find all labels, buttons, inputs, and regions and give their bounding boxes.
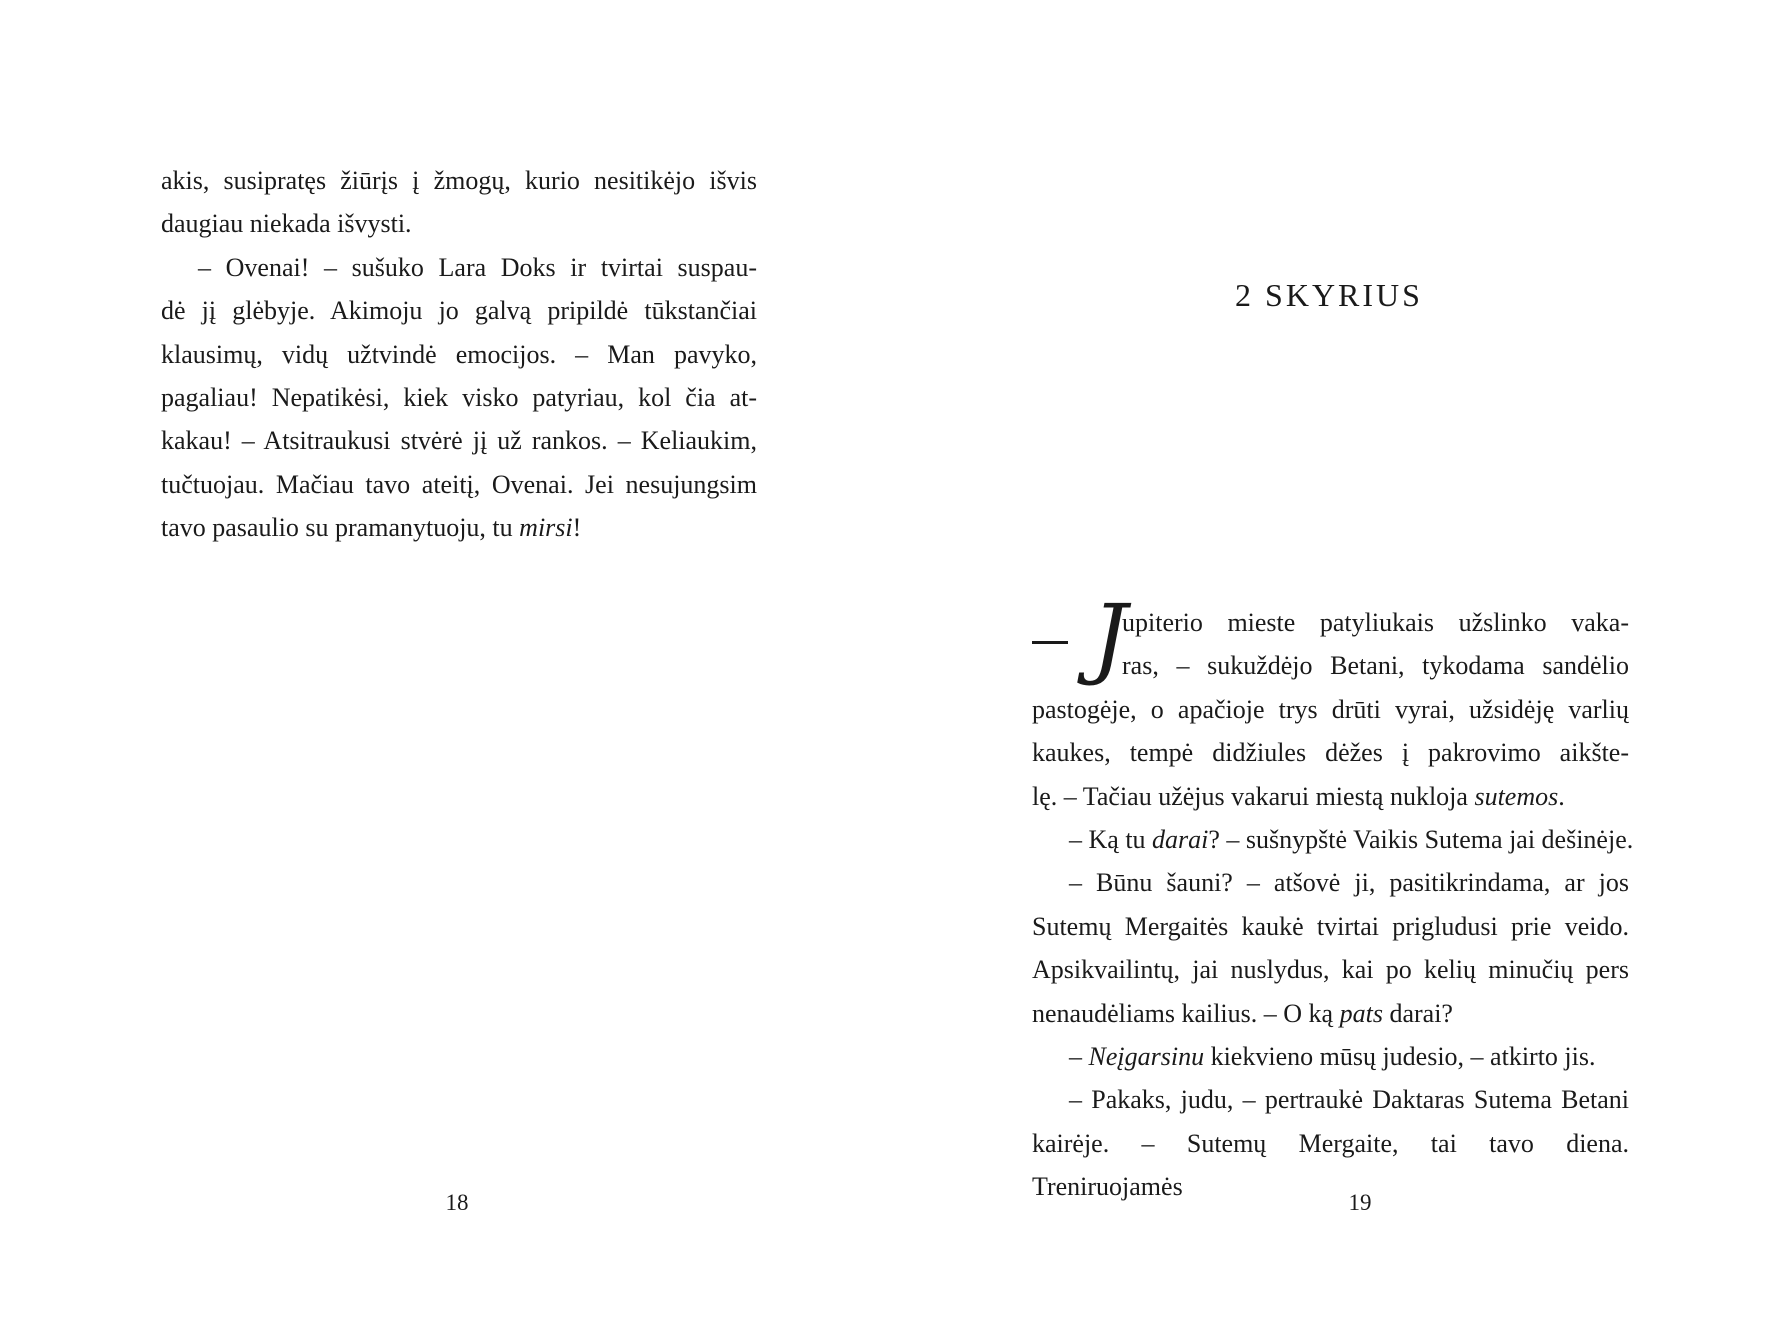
text-line: klausimų, vidų užtvindė emocijos. – Man pavyko, bbox=[161, 339, 757, 369]
text-line: dė jį glėbyje. Akimoju jo galvą pripildė tūkstančiai bbox=[161, 296, 757, 326]
left-page-text bbox=[161, 159, 757, 550]
text-line: akis, susipratęs žiūrįs į žmogų, kurio nesitikėjo išvis bbox=[161, 166, 757, 195]
text-fragment: ! bbox=[572, 513, 582, 543]
text-fragment: kiekvieno mūsų judesio, – atkirto jis. bbox=[1204, 1041, 1596, 1071]
text-line: Sutemų Mergaitės kaukė tvirtai prigludusi prie veido. bbox=[1032, 911, 1629, 941]
page-number-left: 18 bbox=[445, 1190, 469, 1215]
text-fragment: nenaudėliams kailius. – O ką bbox=[1032, 998, 1340, 1028]
text-line: Apsikvailintų, jai nuslydus, kai po kelių minučių pers bbox=[1032, 955, 1629, 985]
text-line: – Ovenai! – sušuko Lara Doks ir tvirtai suspau- bbox=[198, 252, 757, 282]
text-fragment: darai? bbox=[1382, 998, 1453, 1028]
italic-word: darai bbox=[1152, 824, 1209, 854]
italic-word: Neįgarsinu bbox=[1088, 1041, 1205, 1071]
text-fragment: – bbox=[1069, 1041, 1089, 1071]
text-fragment: . bbox=[1558, 781, 1565, 811]
text-fragment: lę. – Tačiau užėjus vakarui miestą nukloja bbox=[1032, 781, 1475, 811]
drop-cap: J bbox=[1092, 585, 1128, 688]
text-line-last bbox=[161, 506, 757, 549]
text-fragment: – Ką tu bbox=[1069, 824, 1153, 854]
chapter-title: 2 SKYRIUS bbox=[1235, 277, 1423, 313]
text-line: tučtuojau. Mačiau tavo ateitį, Ovenai. Jei nesujungsim bbox=[161, 469, 757, 499]
text-line bbox=[1032, 818, 1634, 861]
text-line: ras, – sukuždėjo Betani, tykodama sandėlio bbox=[1122, 651, 1629, 681]
text-line bbox=[1032, 775, 1629, 818]
text-line: kaukes, tempė didžiules dėžes į pakrovimo aikšte- bbox=[1032, 738, 1629, 768]
right-page-text bbox=[1032, 585, 1634, 1202]
italic-word: sutemos bbox=[1474, 781, 1559, 811]
text-line: kairėje. – Sutemų Mergaite, tai tavo diena. Treniruojamės bbox=[1032, 1128, 1629, 1202]
text-fragment: ? – sušnypštė Vaikis Sutema jai dešinėje. bbox=[1208, 824, 1634, 854]
text-line: pagaliau! Nepatikėsi, kiek visko patyriau, kol čia at- bbox=[161, 382, 757, 412]
italic-word: pats bbox=[1339, 998, 1383, 1028]
text-line: upiterio mieste patyliukais užslinko vaka- bbox=[1122, 608, 1629, 637]
text-line bbox=[1032, 992, 1629, 1035]
text-line: pastogėje, o apačioje trys drūti vyrai, užsidėję varlių bbox=[1032, 694, 1629, 724]
text-line: daugiau niekada išvysti. bbox=[161, 209, 412, 239]
text-line: – Būnu šauni? – atšovė ji, pasitikrindama, ar jos bbox=[1069, 868, 1629, 898]
text-line: kakau! – Atsitraukusi stvėrė jį už rankos. – Keliaukim, bbox=[161, 426, 757, 456]
italic-word: mirsi bbox=[519, 513, 573, 543]
page-number-right: 19 bbox=[1348, 1190, 1372, 1215]
lead-dash bbox=[1032, 641, 1068, 644]
dropcap-paragraph-start bbox=[1032, 585, 1629, 688]
text-line bbox=[1032, 1035, 1629, 1078]
right-page bbox=[886, 0, 1772, 1329]
text-line: – Pakaks, judu, – pertraukė Daktaras Sutema Betani bbox=[1069, 1085, 1629, 1115]
text-fragment: tavo pasaulio su pramanytuoju, tu bbox=[161, 513, 520, 543]
